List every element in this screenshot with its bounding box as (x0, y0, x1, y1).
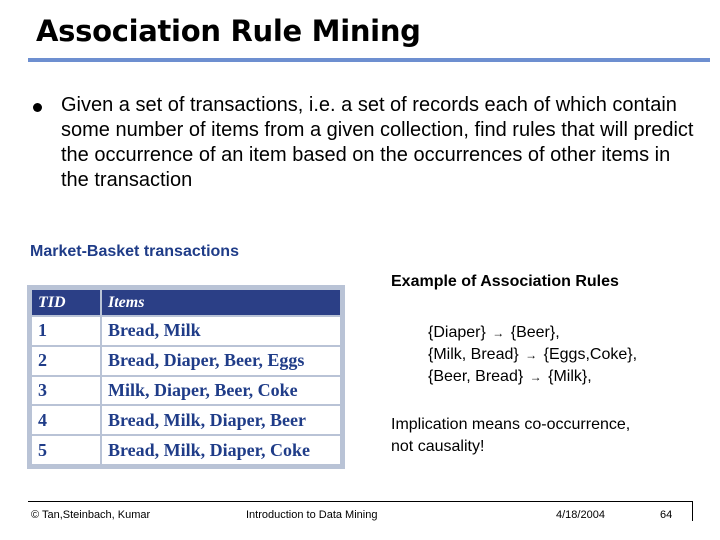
implication-note (391, 414, 630, 458)
rules-heading: Example of Association Rules (391, 273, 619, 290)
rule-item (428, 366, 637, 388)
rule-rhs: {Eggs,Coke}, (543, 346, 638, 363)
cell-tid: 5 (31, 435, 101, 465)
table-row (31, 316, 341, 346)
cell-items: Bread, Diaper, Beer, Eggs (101, 346, 341, 376)
table-row (31, 405, 341, 435)
cell-tid: 3 (31, 376, 101, 406)
implication-line: Implication means co-occurrence, (391, 416, 631, 433)
bullet-icon (33, 103, 42, 112)
rule-item (428, 344, 637, 366)
cell-items: Bread, Milk, Diaper, Coke (101, 435, 341, 465)
footer-divider (28, 501, 692, 502)
bullet-text: Given a set of transactions, i.e. a set of records each of which contain some number of items from a given collection, find rules that will predict the occurrence of an item based on the occurrences of other items in the transaction (61, 94, 694, 191)
table-row (31, 435, 341, 465)
cell-tid: 2 (31, 346, 101, 376)
column-header-items: Items (101, 289, 341, 316)
table-row (31, 346, 341, 376)
transactions-heading: Market-Basket transactions (30, 243, 239, 260)
footer-page-number: 64 (660, 509, 673, 521)
footer-copyright: © Tan,Steinbach, Kumar (31, 509, 151, 521)
rule-lhs: {Diaper} (428, 324, 486, 341)
cell-items: Bread, Milk, Diaper, Beer (101, 405, 341, 435)
footer-date: 4/18/2004 (556, 509, 605, 521)
table-row (31, 376, 341, 406)
cell-items: Bread, Milk (101, 316, 341, 346)
column-header-tid: TID (31, 289, 101, 316)
rule-item (428, 322, 637, 344)
table-header-row (31, 289, 341, 316)
cell-tid: 4 (31, 405, 101, 435)
implication-line: not causality! (391, 438, 485, 455)
arrow-icon: → (529, 370, 542, 384)
rule-rhs: {Beer}, (510, 324, 560, 341)
arrow-icon: → (492, 326, 505, 340)
arrow-icon: → (525, 348, 538, 362)
rule-lhs: {Milk, Bread} (428, 346, 519, 363)
footer-divider-end (692, 501, 693, 521)
transactions-table (27, 285, 345, 469)
cell-items: Milk, Diaper, Beer, Coke (101, 376, 341, 406)
title-underline (28, 58, 710, 62)
rule-rhs: {Milk}, (548, 368, 592, 385)
footer-course: Introduction to Data Mining (246, 509, 378, 521)
rules-list (428, 322, 637, 388)
slide-title: Association Rule Mining (36, 14, 421, 48)
rule-lhs: {Beer, Bread} (428, 368, 524, 385)
cell-tid: 1 (31, 316, 101, 346)
